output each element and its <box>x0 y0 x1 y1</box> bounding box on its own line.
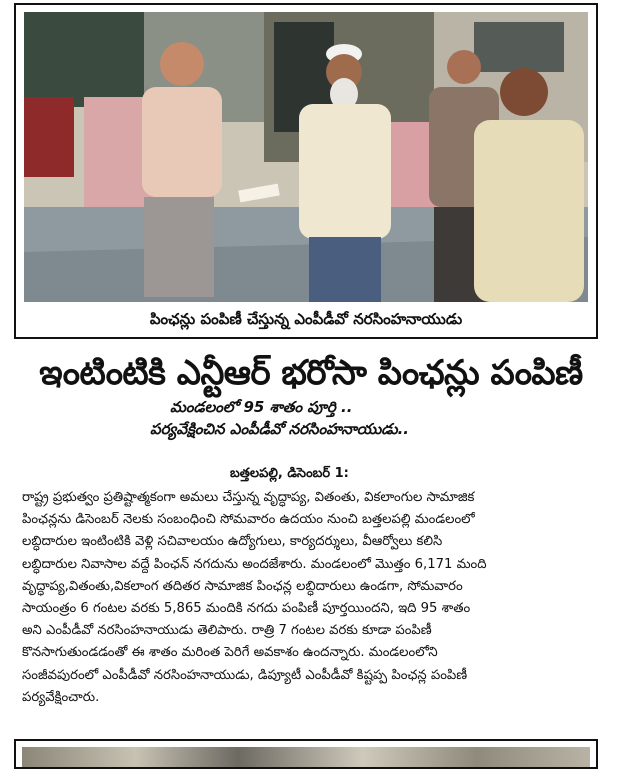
article-body <box>22 487 606 709</box>
body-line: లబ్ధిదారుల ఇంటింటికి వెళ్లి సచివాలయం ఉద్యోగులు, కార్యదర్శులు, వీఆర్వోలు కలిసి <box>22 534 443 550</box>
body-line: పర్యవేక్షించారు. <box>22 689 100 705</box>
subheading-2: పర్యవేక్షించిన ఎంపీడీవో నరసింహనాయుడు.. <box>150 420 409 438</box>
body-line: కొనసాగుతుండడంతో ఈ శాతం మరింత పెరిగే అవకాశం ఉందన్నారు. మండలంలోని <box>22 645 438 661</box>
body-line: సంజీవపురంలో ఎంపీడీవో నరసింహనాయుడు, డిప్యూటీ ఎంపీడీవో కిష్టప్ప పింఛన్ల పంపిణీ <box>22 667 468 683</box>
body-line: అని ఎంపీడీవో నరసింహనాయుడు తెలిపారు. రాత్రి 7 గంటల వరకు కూడా పంపిణీ <box>22 623 432 639</box>
body-line: పింఛన్లను డిసెంబర్ నెలకు సంబంధించి సోమవారం ఉదయం నుంచి బత్తలపల్లి మండలంలో <box>22 512 475 528</box>
body-line: సాయంత్రం 6 గంటల వరకు 5,865 మందికి నగదు పంపిణీ పూర్తయిందని, ఇది 95 శాతం <box>22 601 471 617</box>
news-photo <box>24 12 588 302</box>
body-line: వృద్ధాప్య,వితంతు,వికలాంగ తదితర సామాజిక పింఛన్ల లబ్ధిదారులు ఉండగా, సోమవారం <box>22 578 463 594</box>
body-line: లబ్ధిదారుల నివాసాల వద్దే పింఛన్ నగదును అందజేశారు. మండలంలో మొత్తం 6,171 మంది <box>22 556 487 572</box>
headline: ఇంటింటికి ఎన్టీఆర్ భరోసా పింఛన్లు పంపిణీ <box>39 353 583 393</box>
dateline: బత్తలపల్లి, డిసెంబర్ 1: <box>230 466 349 481</box>
next-photo-frame <box>14 739 598 769</box>
photo-frame <box>14 3 598 339</box>
body-line: రాష్ట్ర ప్రభుత్వం ప్రతిష్టాత్మకంగా అమలు చేస్తున్న వృద్ధాప్య, వితంతు, వికలాంగుల సామాజిక <box>22 490 475 505</box>
photo-illustration <box>24 12 588 302</box>
next-photo <box>22 747 590 767</box>
subheading-1: మండలంలో 95 శాతం పూర్తి .. <box>170 398 353 416</box>
photo-caption: పింఛన్లు పంపిణీ చేస్తున్న ఎంపీడీవో నరసింహనాయుడు <box>149 310 463 328</box>
